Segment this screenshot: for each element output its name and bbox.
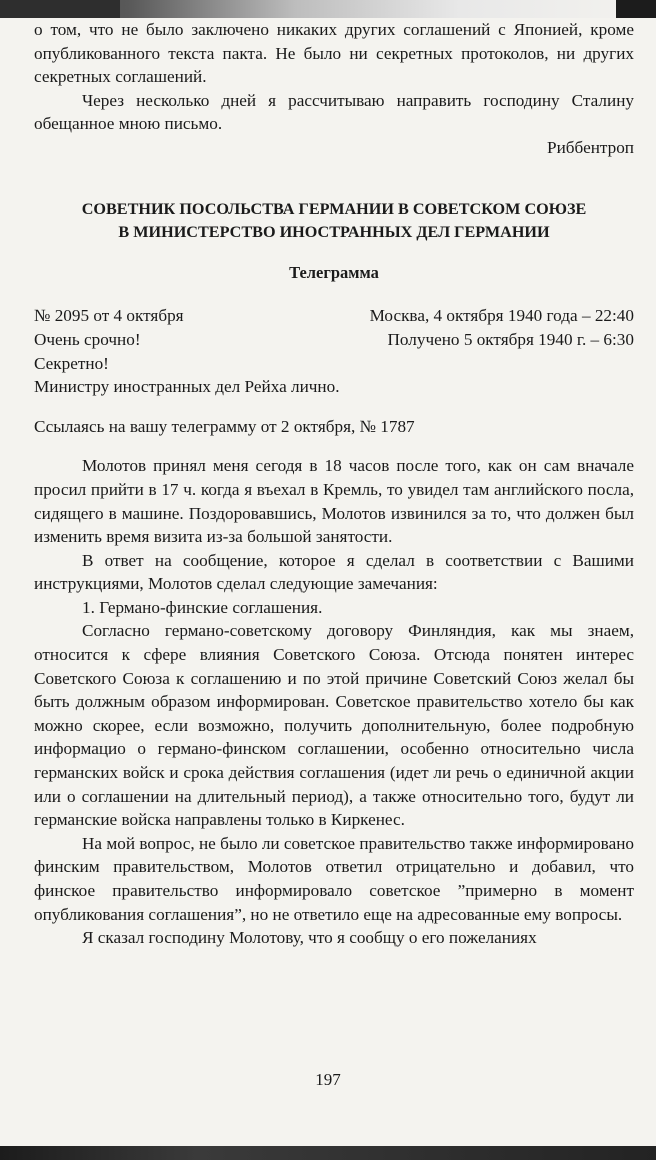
received-datetime: Получено 5 октября 1940 г. – 6:30 — [387, 329, 634, 349]
heading-line-2: В МИНИСТЕРСТВО ИНОСТРАННЫХ ДЕЛ ГЕРМАНИИ — [118, 223, 550, 242]
meta-left — [34, 304, 184, 375]
telegram-meta — [34, 304, 634, 375]
body-paragraph-3: 1. Германо-финские соглашения. — [82, 597, 323, 617]
body-paragraph-4: Согласно германо-советскому договору Финляндия, как мы знаем, относится к сфере влияния Советского Союза. Отсюда понятен интерес Советского Союза к соглашению и по этой причине Советский Союз желал бы быть должным образом информирован. Советское правительство хотело бы как можно скорее, если возможно, получить дополнительную, более подробную информацио о германо-финском соглашении, особенно относительно числа германских войск и срока действия соглашения (идет ли речь о единичной акции или о соглашении на длительный период), а также относительно того, будут ли германские войска направлены только в Киркенес. — [34, 621, 634, 830]
urgency-mark: Очень срочно! — [34, 329, 141, 349]
document-heading — [34, 198, 634, 245]
document-type: Телеграмма — [289, 262, 379, 282]
intro-paragraph-1: о том, что не было заключено никаких других соглашений с Японией, кроме опубликованного текста пакта. Не было ни секретных протоколов, ни других секретных соглашений. — [34, 20, 634, 87]
heading-line-1: СОВЕТНИК ПОСОЛЬСТВА ГЕРМАНИИ В СОВЕТСКОМ СОЮЗЕ — [81, 199, 587, 218]
scan-shadow-right — [616, 0, 656, 18]
telegram-number: № 2095 от 4 октября — [34, 306, 184, 326]
signature: Риббентроп — [547, 137, 634, 157]
body-paragraph-1: Молотов принял меня сегодя в 18 часов после того, как он сам вначале просил прийти в 17 ч. когда я въехал в Кремль, то увидел там английского посла, сидящего в машине. Поздоровавшись, Молотов извинился за то, что должен был изменить время визита из-за большой занятости. — [34, 456, 634, 547]
addressee: Министру иностранных дел Рейха лично. — [34, 377, 340, 397]
page-number: 197 — [315, 1070, 341, 1089]
scan-bottom-edge — [0, 1146, 656, 1160]
meta-right — [370, 304, 634, 375]
body-paragraph-6: Я сказал господину Молотову, что я сообщу о его пожеланиях — [82, 928, 537, 948]
sent-datetime: Москва, 4 октября 1940 года – 22:40 — [369, 306, 634, 326]
scan-top-edge — [0, 0, 656, 18]
body-paragraph-5: На мой вопрос, не было ли советское правительство также информировано финским правительством, Молотов ответил отрицательно и добавил, что финское правительство информировало советское ”примерно в момент опубликования соглашения”, но не ответило еще на адресованные ему вопросы. — [34, 833, 634, 924]
body-paragraph-2: В ответ на сообщение, которое я сделал в соответствии с Вашими инструкциями, Молотов сделал следующие замечания: — [34, 550, 634, 594]
scan-shadow-left — [0, 0, 120, 18]
reference-line: Ссылаясь на вашу телеграмму от 2 октября, № 1787 — [34, 416, 415, 436]
secrecy-mark: Секретно! — [34, 353, 109, 373]
intro-paragraph-2: Через несколько дней я рассчитываю направить господину Сталину обещанное мною письмо. — [34, 90, 634, 134]
document-page — [34, 18, 634, 950]
